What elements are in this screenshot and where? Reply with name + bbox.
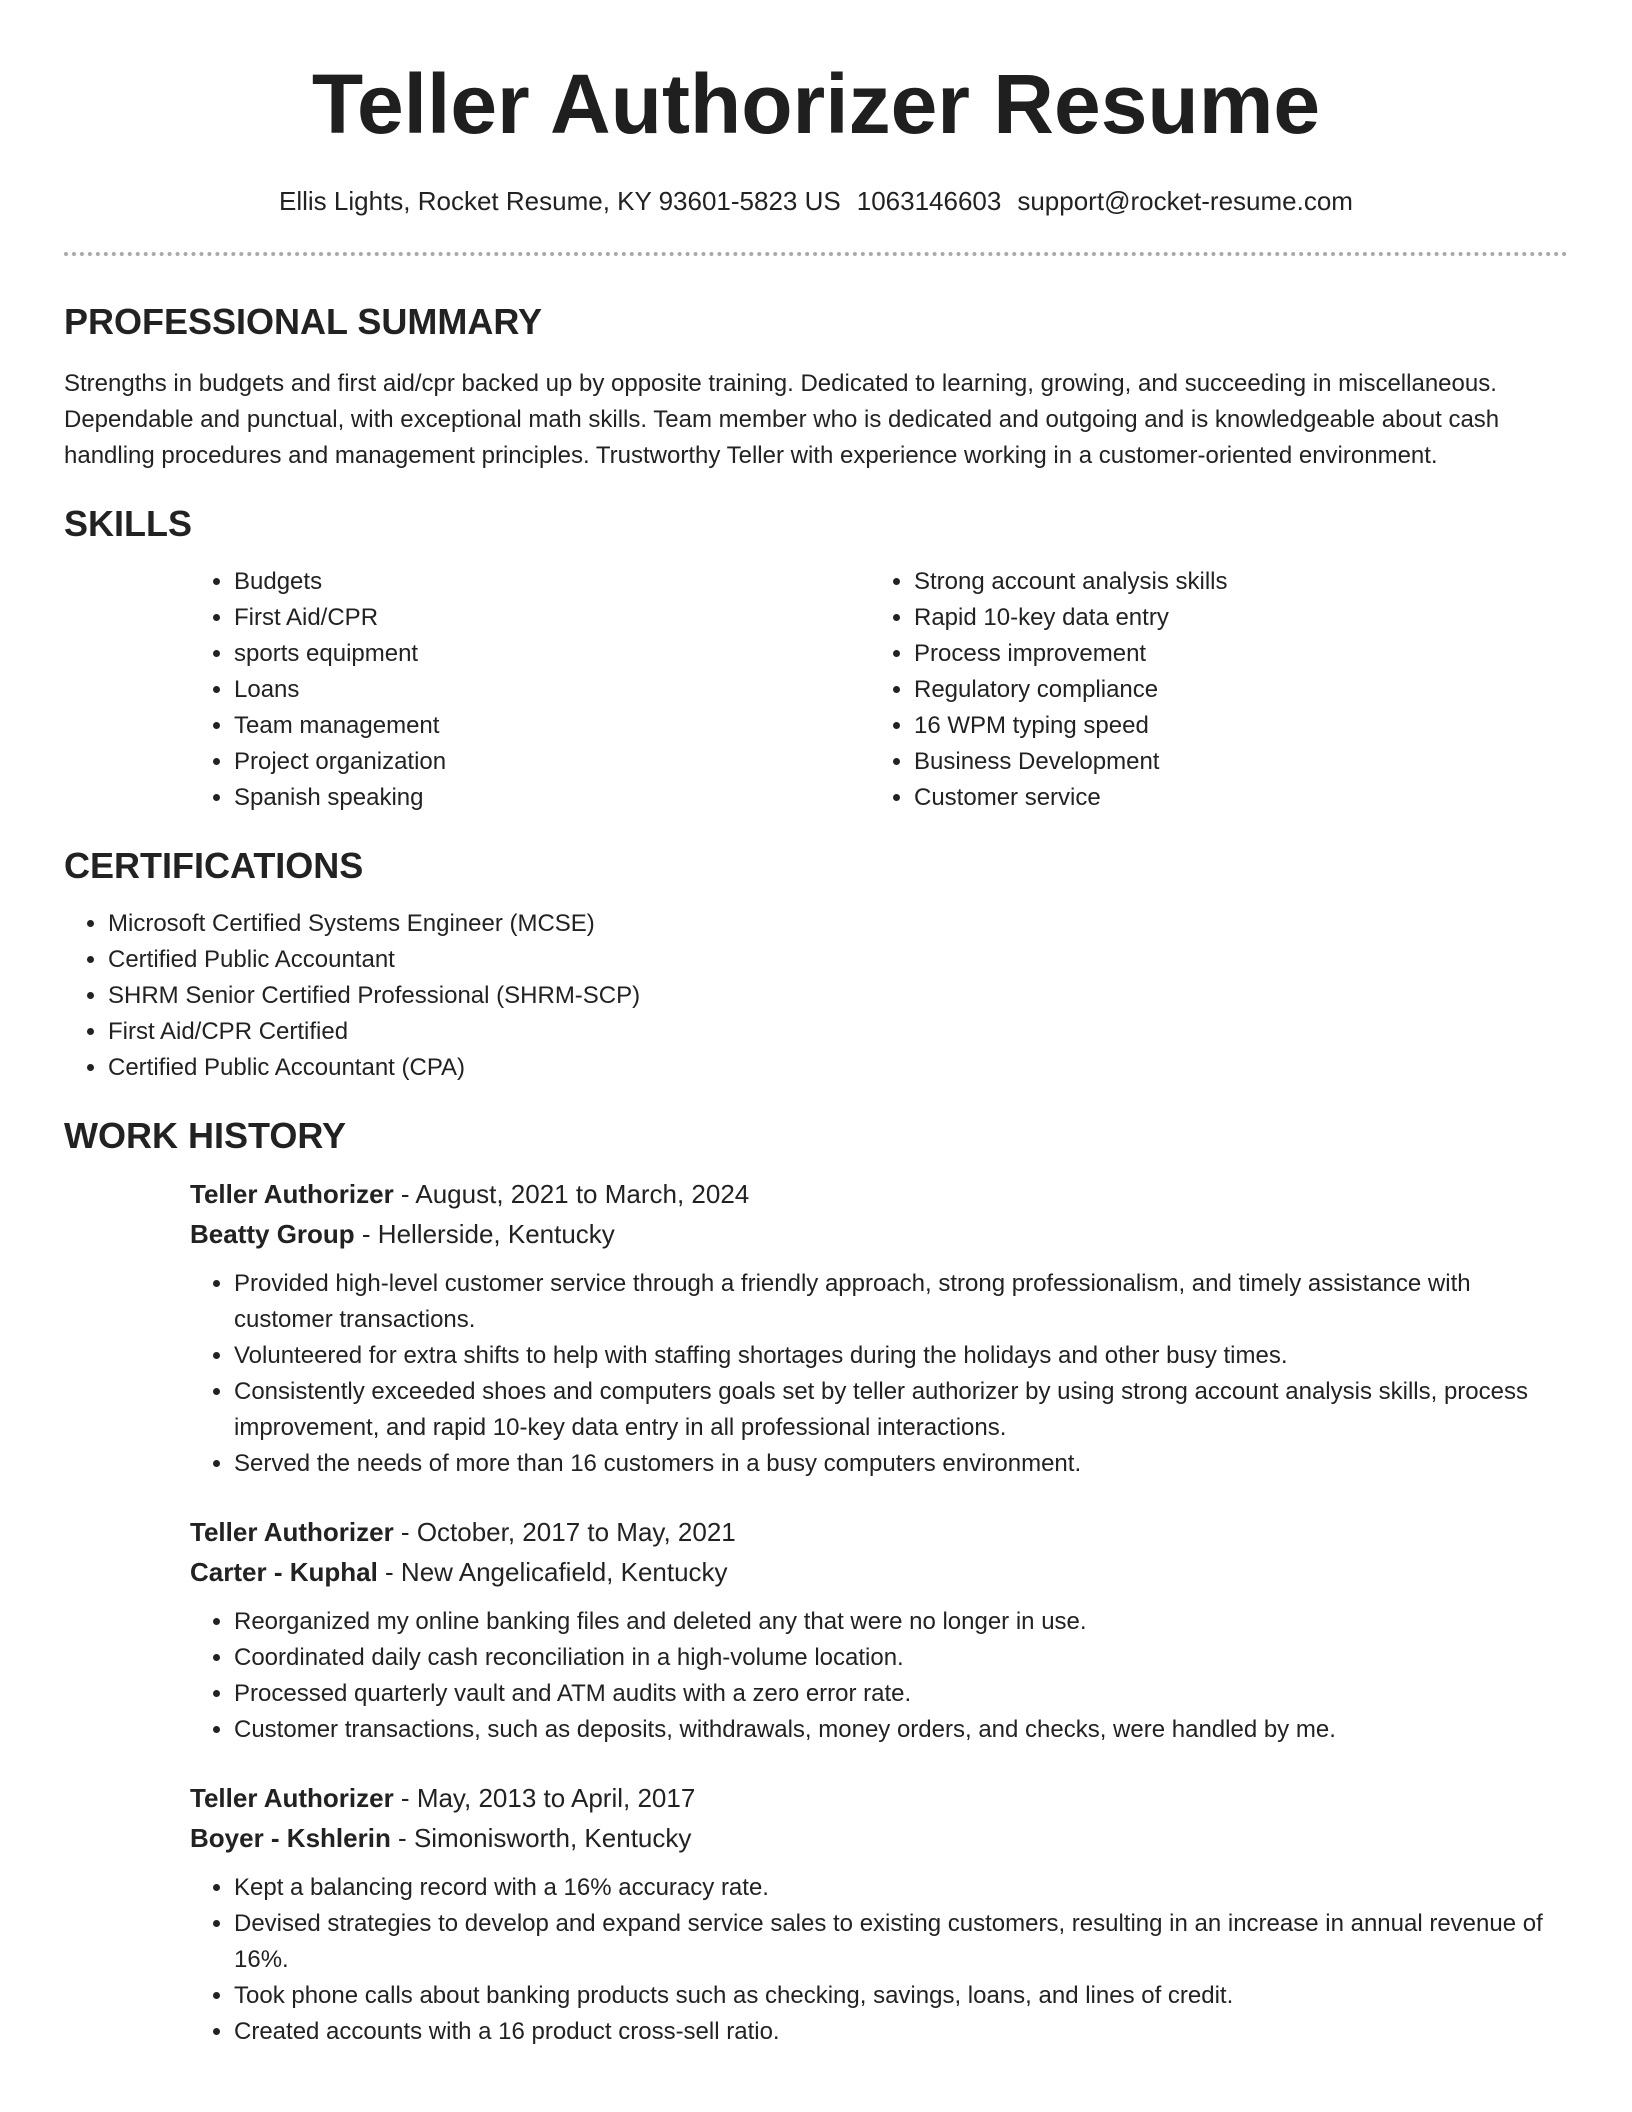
job-title: Teller Authorizer	[190, 1783, 394, 1813]
resume-title: Teller Authorizer Resume	[311, 57, 1321, 151]
skills-grid	[190, 564, 1568, 816]
contact-line	[64, 184, 1568, 218]
skill-item: • Budgets	[234, 564, 870, 600]
job-company-line: Beatty Group - Hellerside, Kentucky	[190, 1219, 615, 1249]
contact-address: Ellis Lights, Rocket Resume, KY 93601-5823 US	[279, 186, 841, 216]
certification-item: • Certified Public Accountant (CPA)	[108, 1050, 1568, 1086]
skill-item: • 16 WPM typing speed	[914, 708, 1550, 744]
certifications-list	[64, 906, 1568, 1086]
skills-section	[64, 502, 1568, 816]
job-bullet: • Served the needs of more than 16 customers in a busy computers environment.	[234, 1446, 1568, 1482]
job-entry	[190, 1174, 1568, 1482]
certification-item: • First Aid/CPR Certified	[108, 1014, 1568, 1050]
job-bullets	[190, 1604, 1568, 1748]
skill-item: • Strong account analysis skills	[914, 564, 1550, 600]
contact-phone: 1063146603	[856, 186, 1002, 216]
job-location: Simonisworth, Kentucky	[413, 1823, 692, 1853]
job-bullet: • Processed quarterly vault and ATM audits with a zero error rate.	[234, 1676, 1568, 1712]
skills-list-left	[190, 564, 870, 816]
job-title-line: Teller Authorizer - August, 2021 to March, 2024	[190, 1179, 750, 1209]
contact-email: support@rocket-resume.com	[1017, 186, 1353, 216]
job-bullet: • Volunteered for extra shifts to help with staffing shortages during the holidays and other busy times.	[234, 1338, 1568, 1374]
work-heading: WORK HISTORY	[64, 1115, 347, 1156]
job-company-line: Carter - Kuphal - New Angelicafield, Kentucky	[190, 1557, 728, 1587]
skills-column-left	[190, 564, 870, 816]
work-section	[64, 1114, 1568, 2050]
job-company: Beatty Group	[190, 1219, 355, 1249]
certification-item: • Microsoft Certified Systems Engineer (MCSE)	[108, 906, 1568, 942]
job-bullet: • Consistently exceeded shoes and computers goals set by teller authorizer by using strong account analysis skills, process improvement, and rapid 10-key data entry in all professional interactions.	[234, 1374, 1568, 1446]
job-company: Boyer - Kshlerin	[190, 1823, 391, 1853]
job-company: Carter - Kuphal	[190, 1557, 378, 1587]
skill-item: • Regulatory compliance	[914, 672, 1550, 708]
skill-item: • Rapid 10-key data entry	[914, 600, 1550, 636]
skills-heading: SKILLS	[64, 503, 193, 544]
job-dates: October, 2017 to May, 2021	[416, 1517, 736, 1547]
job-bullet: • Reorganized my online banking files and deleted any that were no longer in use.	[234, 1604, 1568, 1640]
skill-item: • Project organization	[234, 744, 870, 780]
job-bullet: • Provided high-level customer service through a friendly approach, strong professionalism, and timely assistance with customer transactions.	[234, 1266, 1568, 1338]
header-divider	[64, 252, 1568, 256]
job-bullet: • Took phone calls about banking products such as checking, savings, loans, and lines of credit.	[234, 1978, 1568, 2014]
skill-item: • Customer service	[914, 780, 1550, 816]
job-bullet: • Devised strategies to develop and expand service sales to existing customers, resulting in an increase in annual revenue of 16%.	[234, 1906, 1568, 1978]
summary-section	[64, 300, 1568, 474]
skill-item: • Process improvement	[914, 636, 1550, 672]
job-location: Hellerside, Kentucky	[377, 1219, 615, 1249]
job-bullet: • Created accounts with a 16 product cross-sell ratio.	[234, 2014, 1568, 2050]
job-location: New Angelicafield, Kentucky	[400, 1557, 728, 1587]
skills-list-right	[870, 564, 1550, 816]
job-dates: August, 2021 to March, 2024	[415, 1179, 750, 1209]
job-bullets	[190, 1266, 1568, 1482]
job-entry	[190, 1778, 1568, 2050]
job-bullet: • Kept a balancing record with a 16% accuracy rate.	[234, 1870, 1568, 1906]
skill-item: • sports equipment	[234, 636, 870, 672]
job-entry	[190, 1512, 1568, 1748]
skill-item: • Loans	[234, 672, 870, 708]
skill-item: • First Aid/CPR	[234, 600, 870, 636]
summary-heading: PROFESSIONAL SUMMARY	[64, 301, 543, 342]
job-company-line: Boyer - Kshlerin - Simonisworth, Kentucky	[190, 1823, 692, 1853]
job-bullet: • Coordinated daily cash reconciliation in a high-volume location.	[234, 1640, 1568, 1676]
skill-item: • Spanish speaking	[234, 780, 870, 816]
certification-item: • SHRM Senior Certified Professional (SHRM-SCP)	[108, 978, 1568, 1014]
summary-text: Strengths in budgets and first aid/cpr backed up by opposite training. Dedicated to learning, growing, and succeeding in miscellaneous. Dependable and punctual, with exceptional math skills. Team member who is dedicated and outgoing and is knowledgeable about cash handling procedures and management principles. Trustworthy Teller with experience working in a customer-oriented environment.	[64, 370, 1500, 469]
job-bullets	[190, 1870, 1568, 2050]
skills-column-right	[870, 564, 1550, 816]
certifications-heading: CERTIFICATIONS	[64, 845, 364, 886]
job-title: Teller Authorizer	[190, 1517, 394, 1547]
skill-item: • Business Development	[914, 744, 1550, 780]
job-dates: May, 2013 to April, 2017	[416, 1783, 696, 1813]
certification-item: • Certified Public Accountant	[108, 942, 1568, 978]
certifications-section	[64, 844, 1568, 1086]
skill-item: • Team management	[234, 708, 870, 744]
job-title-line: Teller Authorizer - May, 2013 to April, 2017	[190, 1783, 696, 1813]
job-bullet: • Customer transactions, such as deposits, withdrawals, money orders, and checks, were handled by me.	[234, 1712, 1568, 1748]
job-title: Teller Authorizer	[190, 1179, 394, 1209]
job-title-line: Teller Authorizer - October, 2017 to May, 2021	[190, 1517, 736, 1547]
